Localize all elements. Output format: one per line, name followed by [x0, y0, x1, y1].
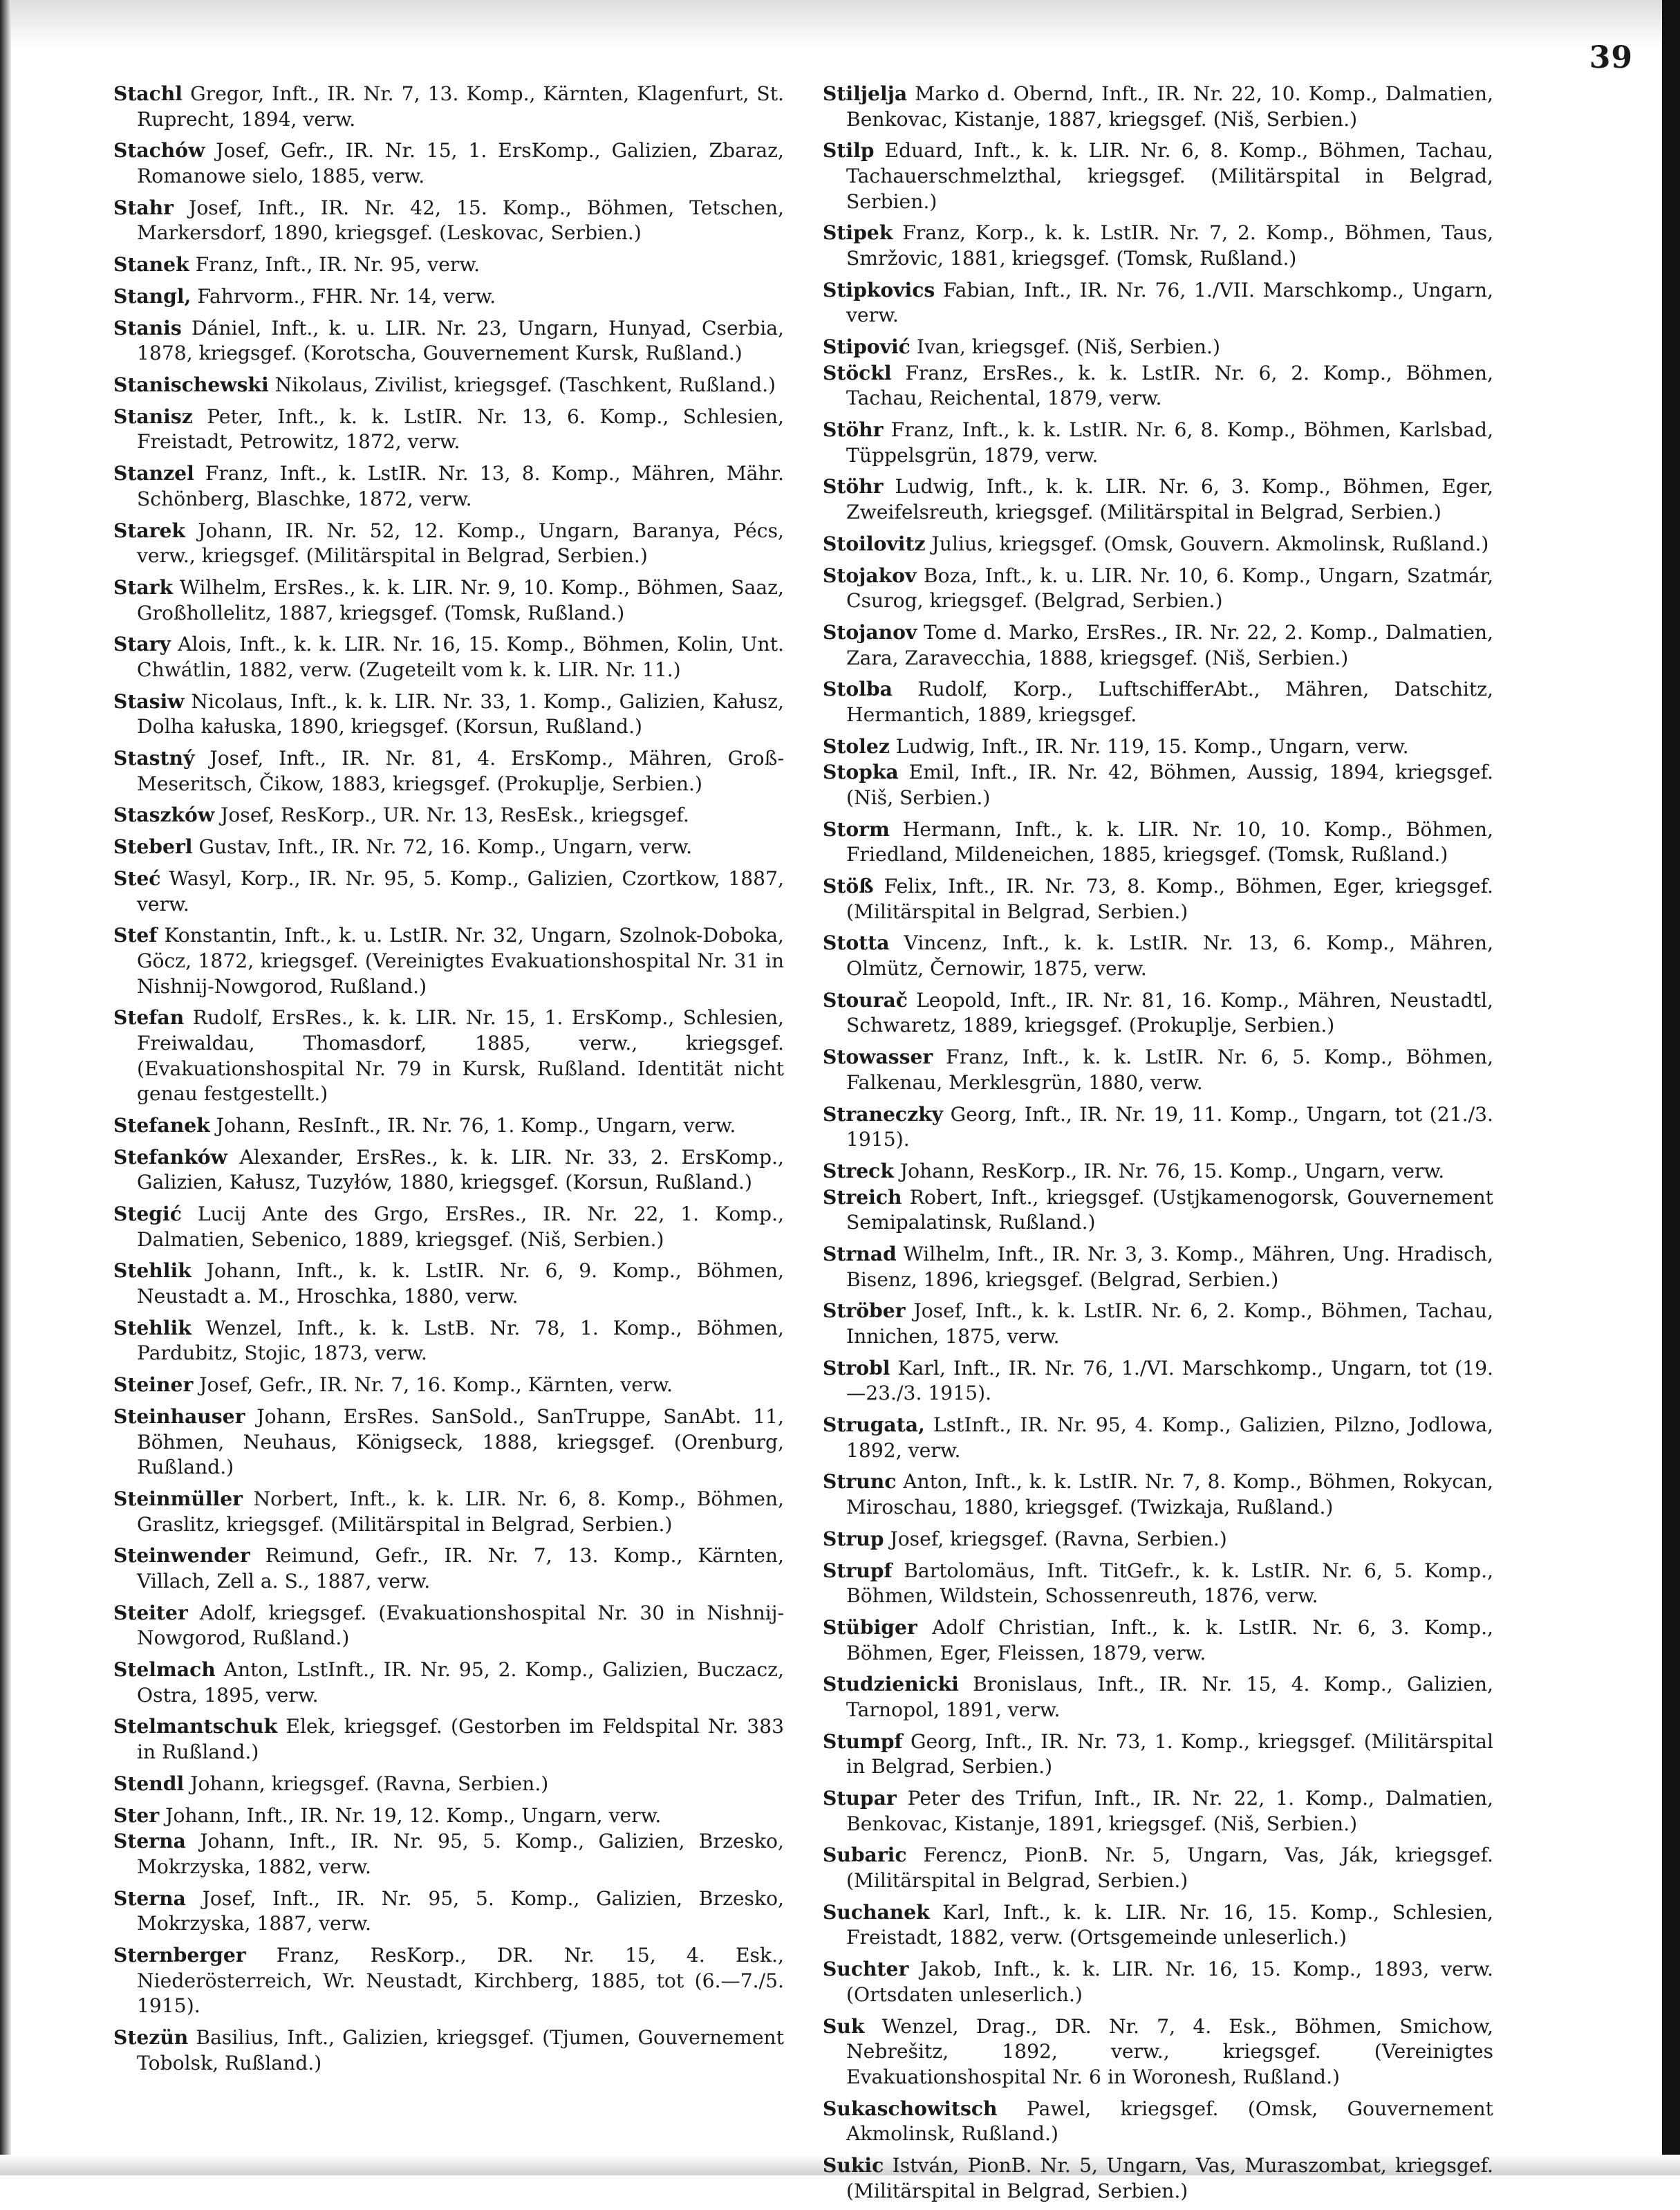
- list-item: [823, 1843, 1500, 1893]
- entry-surname: Stübiger: [823, 1615, 917, 1639]
- entry-surname: Stezün: [113, 2025, 189, 2049]
- list-item: [823, 418, 1500, 468]
- entry-details: Ferencz, PionB. Nr. 5, Ungarn, Vas, Ják, kriegsgef. (Militärspital in Belgrad, Serbien.): [846, 1844, 1500, 1893]
- list-item: [113, 1714, 790, 1765]
- entry-surname: Sternberger: [113, 1943, 246, 1967]
- entry-surname: Stehlik: [113, 1316, 192, 1339]
- entry-details: Bartolomäus, Inft. TitGefr., k. k. LstIR. Nr. 6, 5. Komp., Böhmen, Wildstein, Schossenreuth, 1876, verw.: [846, 1559, 1500, 1608]
- entry-surname: Steinmüller: [113, 1487, 243, 1510]
- entry-surname: Stolez: [823, 734, 890, 758]
- entry-details: Konstantin, Inft., k. u. LstIR. Nr. 32, Ungarn, Szolnok-Doboka, Göcz, 1872, kriegsgef. (Vereinigtes Evakuationshospital Nr. 31 in Nishnij-Nowgorod, Rußland.): [137, 924, 790, 998]
- list-item: [823, 2097, 1500, 2147]
- entry-surname: Strugata,: [823, 1413, 925, 1437]
- entry-surname: Stojakov: [823, 564, 917, 587]
- entry-details: Ivan, kriegsgef. (Niš, Serbien.): [916, 335, 1220, 359]
- list-item: [113, 923, 790, 999]
- entry-details: Marko d. Obernd, Inft., IR. Nr. 22, 10. Komp., Dalmatien, Benkovac, Kistanje, 1887, kriegsgef. (Niš, Serbien.): [846, 82, 1500, 131]
- entry-surname: Stangl,: [113, 284, 192, 308]
- entry-surname: Sukaschowitsch: [823, 2097, 998, 2120]
- entry-details: LstInft., IR. Nr. 95, 4. Komp., Galizien, Pilzno, Jodlowa, 1892, verw.: [846, 1413, 1500, 1462]
- list-item: [113, 82, 790, 132]
- list-item: [823, 1299, 1500, 1349]
- entry-details: Johann, kriegsgef. (Ravna, Serbien.): [190, 1772, 549, 1795]
- entry-details: Elek, kriegsgef. (Gestorben im Feldspital Nr. 383 in Rußland.): [137, 1715, 790, 1764]
- list-item: [823, 335, 1493, 360]
- entry-details: Hermann, Inft., k. k. LIR. Nr. 10, 10. Komp., Böhmen, Friedland, Mildeneichen, 1885, kriegsgef. (Tomsk, Rußland.): [846, 817, 1500, 866]
- list-item: [113, 1202, 790, 1252]
- list-item: [823, 1957, 1500, 2007]
- entry-surname: Steberl: [113, 835, 193, 859]
- entry-details: Fabian, Inft., IR. Nr. 76, 1./VII. Marschkomp., Ungarn, verw.: [846, 278, 1500, 327]
- entry-surname: Stipović: [823, 335, 911, 359]
- list-item: [113, 461, 790, 512]
- list-item: [823, 1045, 1500, 1095]
- list-item: [823, 82, 1500, 132]
- entry-details: Dániel, Inft., k. u. LIR. Nr. 23, Ungarn, Hunyad, Cserbia, 1878, kriegsgef. (Korotscha, Gouvernement Kursk, Rußland.): [137, 316, 790, 365]
- entry-details: Fahrvorm., FHR. Nr. 14, verw.: [197, 284, 496, 308]
- entry-details: Rudolf, ErsRes., k. k. LIR. Nr. 15, 1. ErsKomp., Schlesien, Freiwaldau, Thomasdorf, 1885, verw., kriegsgef. (Evakuationshospital Nr. 79 in Kursk, Rußland. Identität nicht genau festgestellt.): [137, 1006, 790, 1106]
- list-item: [823, 734, 1493, 760]
- list-item: [113, 252, 784, 278]
- list-item: [823, 931, 1500, 981]
- list-item: [823, 532, 1493, 557]
- entry-details: Bronislaus, Inft., IR. Nr. 15, 4. Komp., Galizien, Tarnopol, 1891, verw.: [846, 1673, 1500, 1721]
- list-item: [113, 1886, 790, 1937]
- entry-surname: Stourač: [823, 988, 908, 1012]
- list-item: [113, 1404, 790, 1480]
- entry-details: Josef, Gefr., IR. Nr. 7, 16. Komp., Kärnten, verw.: [199, 1373, 673, 1397]
- list-item: [113, 632, 790, 682]
- entry-details: Josef, Inft., IR. Nr. 95, 5. Komp., Galizien, Brzesko, Mokrzyska, 1887, verw.: [137, 1886, 790, 1935]
- entry-details: Josef, Inft., IR. Nr. 42, 15. Komp., Böhmen, Tetschen, Markersdorf, 1890, kriegsgef. (Leskovac, Serbien.): [137, 196, 790, 245]
- list-item: [823, 278, 1500, 328]
- entry-surname: Stahr: [113, 196, 174, 219]
- list-item: [113, 284, 784, 310]
- list-item: [823, 361, 1500, 411]
- entry-surname: Suchter: [823, 1958, 909, 1981]
- entry-surname: Subaric: [823, 1844, 907, 1867]
- entry-surname: Strupf: [823, 1559, 893, 1582]
- list-item: [113, 1803, 784, 1829]
- entry-surname: Ströber: [823, 1299, 906, 1323]
- list-item: [113, 689, 790, 740]
- entry-details: Peter, Inft., k. k. LstIR. Nr. 13, 6. Komp., Schlesien, Freistadt, Petrowitz, 1872, verw.: [137, 405, 790, 454]
- list-item: [113, 1259, 790, 1309]
- entry-details: Karl, Inft., k. k. LIR. Nr. 16, 15. Komp., Schlesien, Freistadt, 1882, verw. (Ortsgemeinde unleserlich.): [846, 1900, 1500, 1949]
- entry-details: Wasyl, Korp., IR. Nr. 95, 5. Komp., Galizien, Czortkow, 1887, verw.: [137, 867, 790, 916]
- entry-details: Wenzel, Drag., DR. Nr. 7, 4. Esk., Böhmen, Smichow, Nebrešitz, 1892, verw., kriegsgef. (Vereinigtes Evakuationshospital Nr. 6 in Woronesh, Rußland.): [846, 2014, 1500, 2088]
- list-item: [823, 1242, 1500, 1292]
- entry-details: Franz, Inft., k. k. LstIR. Nr. 6, 5. Komp., Böhmen, Falkenau, Merklesgrün, 1880, verw.: [846, 1046, 1500, 1094]
- list-item: [823, 988, 1500, 1039]
- entry-surname: Stanis: [113, 316, 182, 340]
- entry-details: Franz, Inft., IR. Nr. 95, verw.: [195, 253, 480, 277]
- entry-surname: Streich: [823, 1185, 902, 1209]
- list-item: [113, 373, 784, 398]
- entry-details: Julius, kriegsgef. (Omsk, Gouvern. Akmolinsk, Rußland.): [931, 532, 1489, 555]
- entry-surname: Stachl: [113, 82, 183, 105]
- list-item: [113, 519, 790, 569]
- entry-details: Adolf, kriegsgef. (Evakuationshospital Nr. 30 in Nishnij-Nowgorod, Rußland.): [137, 1601, 785, 1650]
- entry-surname: Stasiw: [113, 689, 185, 713]
- entry-surname: Stachów: [113, 139, 205, 162]
- entry-surname: Stotta: [823, 931, 890, 955]
- entry-details: Ludwig, Inft., IR. Nr. 119, 15. Komp., Ungarn, verw.: [895, 734, 1409, 758]
- entry-details: Tome d. Marko, ErsRes., IR. Nr. 22, 2. Komp., Dalmatien, Zara, Zaravecchia, 1888, kriegsgef. (Niš, Serbien.): [846, 620, 1500, 669]
- entry-details: Johann, Inft., IR. Nr. 19, 12. Komp., Ungarn, verw.: [165, 1803, 662, 1827]
- list-item: [823, 1102, 1500, 1153]
- entry-details: Peter des Trifun, Inft., IR. Nr. 22, 1. Komp., Dalmatien, Benkovac, Kistanje, 1891, kriegsgef. (Niš, Serbien.): [846, 1787, 1500, 1835]
- list-item: [823, 1900, 1500, 1951]
- entry-surname: Ster: [113, 1803, 160, 1827]
- entry-surname: Staszków: [113, 804, 215, 827]
- entry-details: Rudolf, Korp., LuftschifferAbt., Mähren, Datschitz, Hermantich, 1889, kriegsgef.: [846, 678, 1500, 726]
- entry-details: Leopold, Inft., IR. Nr. 81, 16. Komp., Mähren, Neustadtl, Schwaretz, 1889, kriegsgef. (Prokuplje, Serbien.): [846, 988, 1500, 1037]
- entry-surname: Starek: [113, 519, 185, 542]
- entry-details: Gustav, Inft., IR. Nr. 72, 16. Komp., Ungarn, verw.: [198, 835, 693, 859]
- entry-surname: Storm: [823, 817, 890, 841]
- list-item: [113, 1658, 790, 1708]
- list-item: [823, 1356, 1493, 1406]
- entry-surname: Strobl: [823, 1356, 890, 1380]
- list-item: [113, 138, 790, 189]
- entry-surname: Strunc: [823, 1470, 897, 1494]
- entry-surname: Steć: [113, 867, 161, 891]
- list-item: [823, 760, 1500, 810]
- entry-details: Eduard, Inft., k. k. LIR. Nr. 6, 8. Komp., Böhmen, Tachau, Tachauerschmelzthal, kriegsgef. (Militärspital in Belgrad, Serbien.): [846, 139, 1500, 213]
- list-item: [113, 1943, 790, 2019]
- entry-surname: Stendl: [113, 1772, 185, 1795]
- entry-surname: Steiter: [113, 1601, 188, 1624]
- list-item: [113, 316, 790, 366]
- entry-surname: Stelmach: [113, 1658, 216, 1682]
- entry-surname: Stanischewski: [113, 373, 269, 397]
- entry-details: Gregor, Inft., IR. Nr. 7, 13. Komp., Kärnten, Klagenfurt, St. Ruprecht, 1894, verw.: [137, 82, 790, 131]
- book-spine-shadow: [0, 0, 11, 2175]
- entry-details: Franz, Inft., k. k. LstIR. Nr. 6, 8. Komp., Böhmen, Karlsbad, Tüppelsgrün, 1879, verw.: [846, 418, 1500, 467]
- entry-details: Jakob, Inft., k. k. LIR. Nr. 16, 15. Komp., 1893, verw. (Ortsdaten unleserlich.): [846, 1958, 1500, 2006]
- entry-details: Boza, Inft., k. u. LIR. Nr. 10, 6. Komp., Ungarn, Szatmár, Csurog, kriegsgef. (Belgrad, Serbien.): [846, 564, 1500, 613]
- page-edge: [1662, 0, 1680, 2175]
- entry-surname: Stanzel: [113, 462, 194, 485]
- entry-details: Franz, Inft., k. LstIR. Nr. 13, 8. Komp., Mähren, Mähr. Schönberg, Blaschke, 1872, verw.: [137, 462, 790, 510]
- entry-surname: Stary: [113, 633, 171, 656]
- entry-details: Georg, Inft., IR. Nr. 73, 1. Komp., kriegsgef. (Militärspital in Belgrad, Serbien.): [846, 1729, 1500, 1779]
- list-item: [823, 1159, 1493, 1185]
- entry-surname: Steinwender: [113, 1544, 250, 1568]
- entry-details: Josef, Gefr., IR. Nr. 15, 1. ErsKomp., Galizien, Zbaraz, Romanowe sielo, 1885, verw.: [137, 139, 790, 187]
- entry-surname: Stastný: [113, 747, 195, 770]
- entry-surname: Stoilovitz: [823, 532, 926, 555]
- entry-surname: Sukic: [823, 2153, 884, 2177]
- list-item: [113, 866, 790, 917]
- list-item: [823, 138, 1500, 214]
- entry-surname: Strnad: [823, 1242, 897, 1265]
- entry-surname: Stolba: [823, 678, 893, 701]
- list-item: [113, 1316, 790, 1366]
- entry-details: Lucij Ante des Grgo, ErsRes., IR. Nr. 22, 1. Komp., Dalmatien, Sebenico, 1889, kriegsgef. (Niš, Serbien.): [137, 1202, 790, 1251]
- entry-details: Vincenz, Inft., k. k. LstIR. Nr. 13, 6. Komp., Mähren, Olmütz, Černowir, 1875, verw.: [846, 931, 1500, 981]
- entry-details: Georg, Inft., IR. Nr. 19, 11. Komp., Ungarn, tot (21./3. 1915).: [846, 1102, 1500, 1151]
- entry-details: Franz, ErsRes., k. k. LstIR. Nr. 6, 2. Komp., Böhmen, Tachau, Reichental, 1879, verw.: [846, 361, 1500, 410]
- entry-details: István, PionB. Nr. 5, Ungarn, Vas, Muraszombat, kriegsgef. (Militärspital in Belgrad, Serbien.): [846, 2153, 1500, 2202]
- entry-details: Wenzel, Inft., k. k. LstB. Nr. 78, 1. Komp., Böhmen, Pardubitz, Stojic, 1873, verw.: [137, 1316, 790, 1365]
- list-item: [113, 1145, 790, 1196]
- list-item: [823, 874, 1500, 925]
- list-item: [823, 564, 1500, 614]
- entry-details: Adolf Christian, Inft., k. k. LstIR. Nr. 6, 3. Komp., Böhmen, Eger, Fleissen, 1879, verw.: [846, 1615, 1500, 1664]
- entry-details: Josef, Inft., k. k. LstIR. Nr. 6, 2. Komp., Böhmen, Tachau, Innichen, 1875, verw.: [846, 1299, 1500, 1348]
- list-item: [823, 1786, 1500, 1837]
- entry-surname: Stilp: [823, 139, 875, 162]
- list-item: [823, 1185, 1500, 1236]
- list-item: [113, 1543, 790, 1594]
- page-number: 39: [1589, 40, 1633, 75]
- entry-details: Emil, Inft., IR. Nr. 42, Böhmen, Aussig, 1894, kriegsgef. (Niš, Serbien.): [846, 761, 1500, 809]
- list-item: [823, 620, 1500, 671]
- entry-surname: Stelmantschuk: [113, 1715, 278, 1738]
- list-item: [823, 1672, 1500, 1723]
- entry-details: Josef, Inft., IR. Nr. 81, 4. ErsKomp., Mähren, Groß-Meseritsch, Čikow, 1883, kriegsgef. (Prokuplje, Serbien.): [137, 747, 784, 795]
- entry-details: Johann, Inft., k. k. LstIR. Nr. 6, 9. Komp., Böhmen, Neustadt a. M., Hroschka, 1880, verw.: [137, 1259, 790, 1308]
- list-item: [823, 1729, 1500, 1780]
- entry-details: Franz, ResKorp., DR. Nr. 15, 4. Esk., Niederösterreich, Wr. Neustadt, Kirchberg, 1885, tot (6.—7./5. 1915).: [137, 1943, 790, 2018]
- entry-details: Alois, Inft., k. k. LIR. Nr. 16, 15. Komp., Böhmen, Kolin, Unt. Chwátlin, 1882, verw. (Zugeteilt vom k. k. LIR. Nr. 11.): [137, 633, 790, 681]
- list-item: [823, 1527, 1493, 1552]
- entry-surname: Studzienicki: [823, 1673, 959, 1696]
- list-item: [113, 1113, 784, 1139]
- entry-surname: Stegić: [113, 1202, 182, 1226]
- list-item: [823, 677, 1500, 727]
- entry-details: Karl, Inft., IR. Nr. 76, 1./VI. Marschkomp., Ungarn, tot (19.—23./3. 1915).: [846, 1356, 1493, 1405]
- entry-surname: Stipek: [823, 221, 893, 245]
- list-item: [823, 1615, 1500, 1666]
- entry-surname: Stark: [113, 575, 174, 599]
- list-item: [113, 1005, 790, 1106]
- entry-details: Franz, Korp., k. k. LstIR. Nr. 7, 2. Komp., Böhmen, Taus, Smržovic, 1881, kriegsgef. (Tomsk, Rußland.): [846, 221, 1500, 270]
- entry-surname: Stöhr: [823, 418, 884, 442]
- entry-details: Reimund, Gefr., IR. Nr. 7, 13. Komp., Kärnten, Villach, Zell a. S., 1887, verw.: [137, 1544, 790, 1593]
- list-item: [113, 746, 784, 797]
- entry-surname: Stöhr: [823, 475, 884, 499]
- entry-surname: Stipkovics: [823, 278, 935, 301]
- entry-surname: Stopka: [823, 761, 899, 784]
- entry-surname: Stanek: [113, 253, 189, 277]
- list-item: [113, 1601, 784, 1651]
- entry-surname: Sterna: [113, 1886, 186, 1910]
- entry-surname: Stefanków: [113, 1145, 227, 1169]
- entry-surname: Stöß: [823, 875, 874, 898]
- entry-surname: Stupar: [823, 1787, 897, 1810]
- entry-details: Anton, LstInft., IR. Nr. 95, 2. Komp., Galizien, Buczacz, Ostra, 1895, verw.: [137, 1658, 790, 1707]
- entry-surname: Stefanek: [113, 1113, 210, 1137]
- entry-details: Felix, Inft., IR. Nr. 73, 8. Komp., Böhmen, Eger, kriegsgef. (Militärspital in Belgrad, Serbien.): [846, 875, 1500, 923]
- list-item: [823, 221, 1500, 271]
- entry-details: Johann, ResKorp., IR. Nr. 76, 15. Komp., Ungarn, verw.: [899, 1159, 1445, 1182]
- right-column: [823, 82, 1500, 2210]
- entry-details: Johann, ResInft., IR. Nr. 76, 1. Komp., Ungarn, verw.: [216, 1113, 736, 1137]
- list-item: [113, 405, 790, 455]
- entry-surname: Strup: [823, 1527, 884, 1550]
- list-item: [113, 1772, 784, 1797]
- entry-details: Robert, Inft., kriegsgef. (Ustjkamenogorsk, Gouvernement Semipalatinsk, Rußland.): [846, 1185, 1500, 1234]
- entry-surname: Straneczky: [823, 1102, 943, 1126]
- list-item: [823, 1469, 1500, 1520]
- list-item: [113, 1487, 790, 1537]
- entry-surname: Stef: [113, 924, 158, 947]
- entry-surname: Suk: [823, 2014, 865, 2038]
- entry-surname: Streck: [823, 1159, 894, 1182]
- entry-surname: Stefan: [113, 1006, 185, 1030]
- entry-surname: Stöckl: [823, 361, 892, 384]
- list-item: [113, 2025, 790, 2076]
- entry-surname: Steiner: [113, 1373, 194, 1397]
- entry-details: Basilius, Inft., Galizien, kriegsgef. (Tjumen, Gouvernement Tobolsk, Rußland.): [137, 2025, 790, 2074]
- entry-surname: Steinhauser: [113, 1405, 245, 1428]
- list-item: [823, 474, 1500, 525]
- entry-details: Josef, kriegsgef. (Ravna, Serbien.): [890, 1527, 1227, 1550]
- list-item: [823, 2014, 1500, 2090]
- entry-details: Johann, IR. Nr. 52, 12. Komp., Ungarn, Baranya, Pécs, verw., kriegsgef. (Militärspital in Belgrad, Serbien.): [137, 519, 790, 568]
- left-column: [113, 82, 790, 2082]
- entry-details: Norbert, Inft., k. k. LIR. Nr. 6, 8. Komp., Böhmen, Graslitz, kriegsgef. (Militärspital in Belgrad, Serbien.): [137, 1487, 790, 1536]
- entry-surname: Sterna: [113, 1830, 186, 1853]
- entry-surname: Stanisz: [113, 405, 193, 428]
- entry-details: Alexander, ErsRes., k. k. LIR. Nr. 33, 2. ErsKomp., Galizien, Kałusz, Tuzyłów, 1880, kriegsgef. (Korsun, Rußland.): [137, 1145, 790, 1194]
- entry-surname: Stowasser: [823, 1046, 933, 1069]
- entry-details: Johann, Inft., IR. Nr. 95, 5. Komp., Galizien, Brzesko, Mokrzyska, 1882, verw.: [137, 1830, 790, 1878]
- entry-details: Wilhelm, Inft., IR. Nr. 3, 3. Komp., Mähren, Ung. Hradisch, Bisenz, 1896, kriegsgef. (Belgrad, Serbien.): [846, 1242, 1500, 1291]
- entry-details: Wilhelm, ErsRes., k. k. LIR. Nr. 9, 10. Komp., Böhmen, Saaz, Großhollelitz, 1887, kriegsgef. (Tomsk, Rußland.): [137, 575, 790, 624]
- entry-details: Josef, ResKorp., UR. Nr. 13, ResEsk., kriegsgef.: [221, 804, 689, 827]
- list-item: [823, 817, 1500, 868]
- entry-details: Pawel, kriegsgef. (Omsk, Gouvernement Akmolinsk, Rußland.): [846, 2097, 1500, 2146]
- entry-details: Nikolaus, Zivilist, kriegsgef. (Taschkent, Rußland.): [274, 373, 776, 397]
- entry-surname: Stumpf: [823, 1729, 903, 1753]
- entry-details: Anton, Inft., k. k. LstIR. Nr. 7, 8. Komp., Böhmen, Rokycan, Miroschau, 1880, kriegsgef. (Twizkaja, Rußland.): [846, 1470, 1500, 1519]
- entry-surname: Stojanov: [823, 620, 917, 644]
- list-item: [113, 196, 790, 246]
- entry-details: Ludwig, Inft., k. k. LIR. Nr. 6, 3. Komp., Böhmen, Eger, Zweifelsreuth, kriegsgef. (Militärspital in Belgrad, Serbien.): [846, 475, 1500, 524]
- entry-surname: Stiljelja: [823, 82, 908, 105]
- list-item: [823, 1559, 1500, 1609]
- entry-details: Nicolaus, Inft., k. k. LIR. Nr. 33, 1. Komp., Galizien, Kałusz, Dolha kałuska, 1890, kriegsgef. (Korsun, Rußland.): [137, 689, 790, 739]
- list-item: [823, 2153, 1500, 2204]
- list-item: [113, 835, 784, 860]
- entry-surname: Suchanek: [823, 1900, 930, 1924]
- list-item: [823, 1413, 1500, 1463]
- list-item: [113, 1829, 790, 1879]
- list-item: [113, 803, 784, 828]
- list-item: [113, 575, 790, 626]
- list-item: [113, 1373, 784, 1398]
- entry-surname: Stehlik: [113, 1259, 192, 1283]
- entry-details: Johann, ErsRes. SanSold., SanTruppe, SanAbt. 11, Böhmen, Neuhaus, Königseck, 1888, kriegsgef. (Orenburg, Rußland.): [137, 1405, 790, 1479]
